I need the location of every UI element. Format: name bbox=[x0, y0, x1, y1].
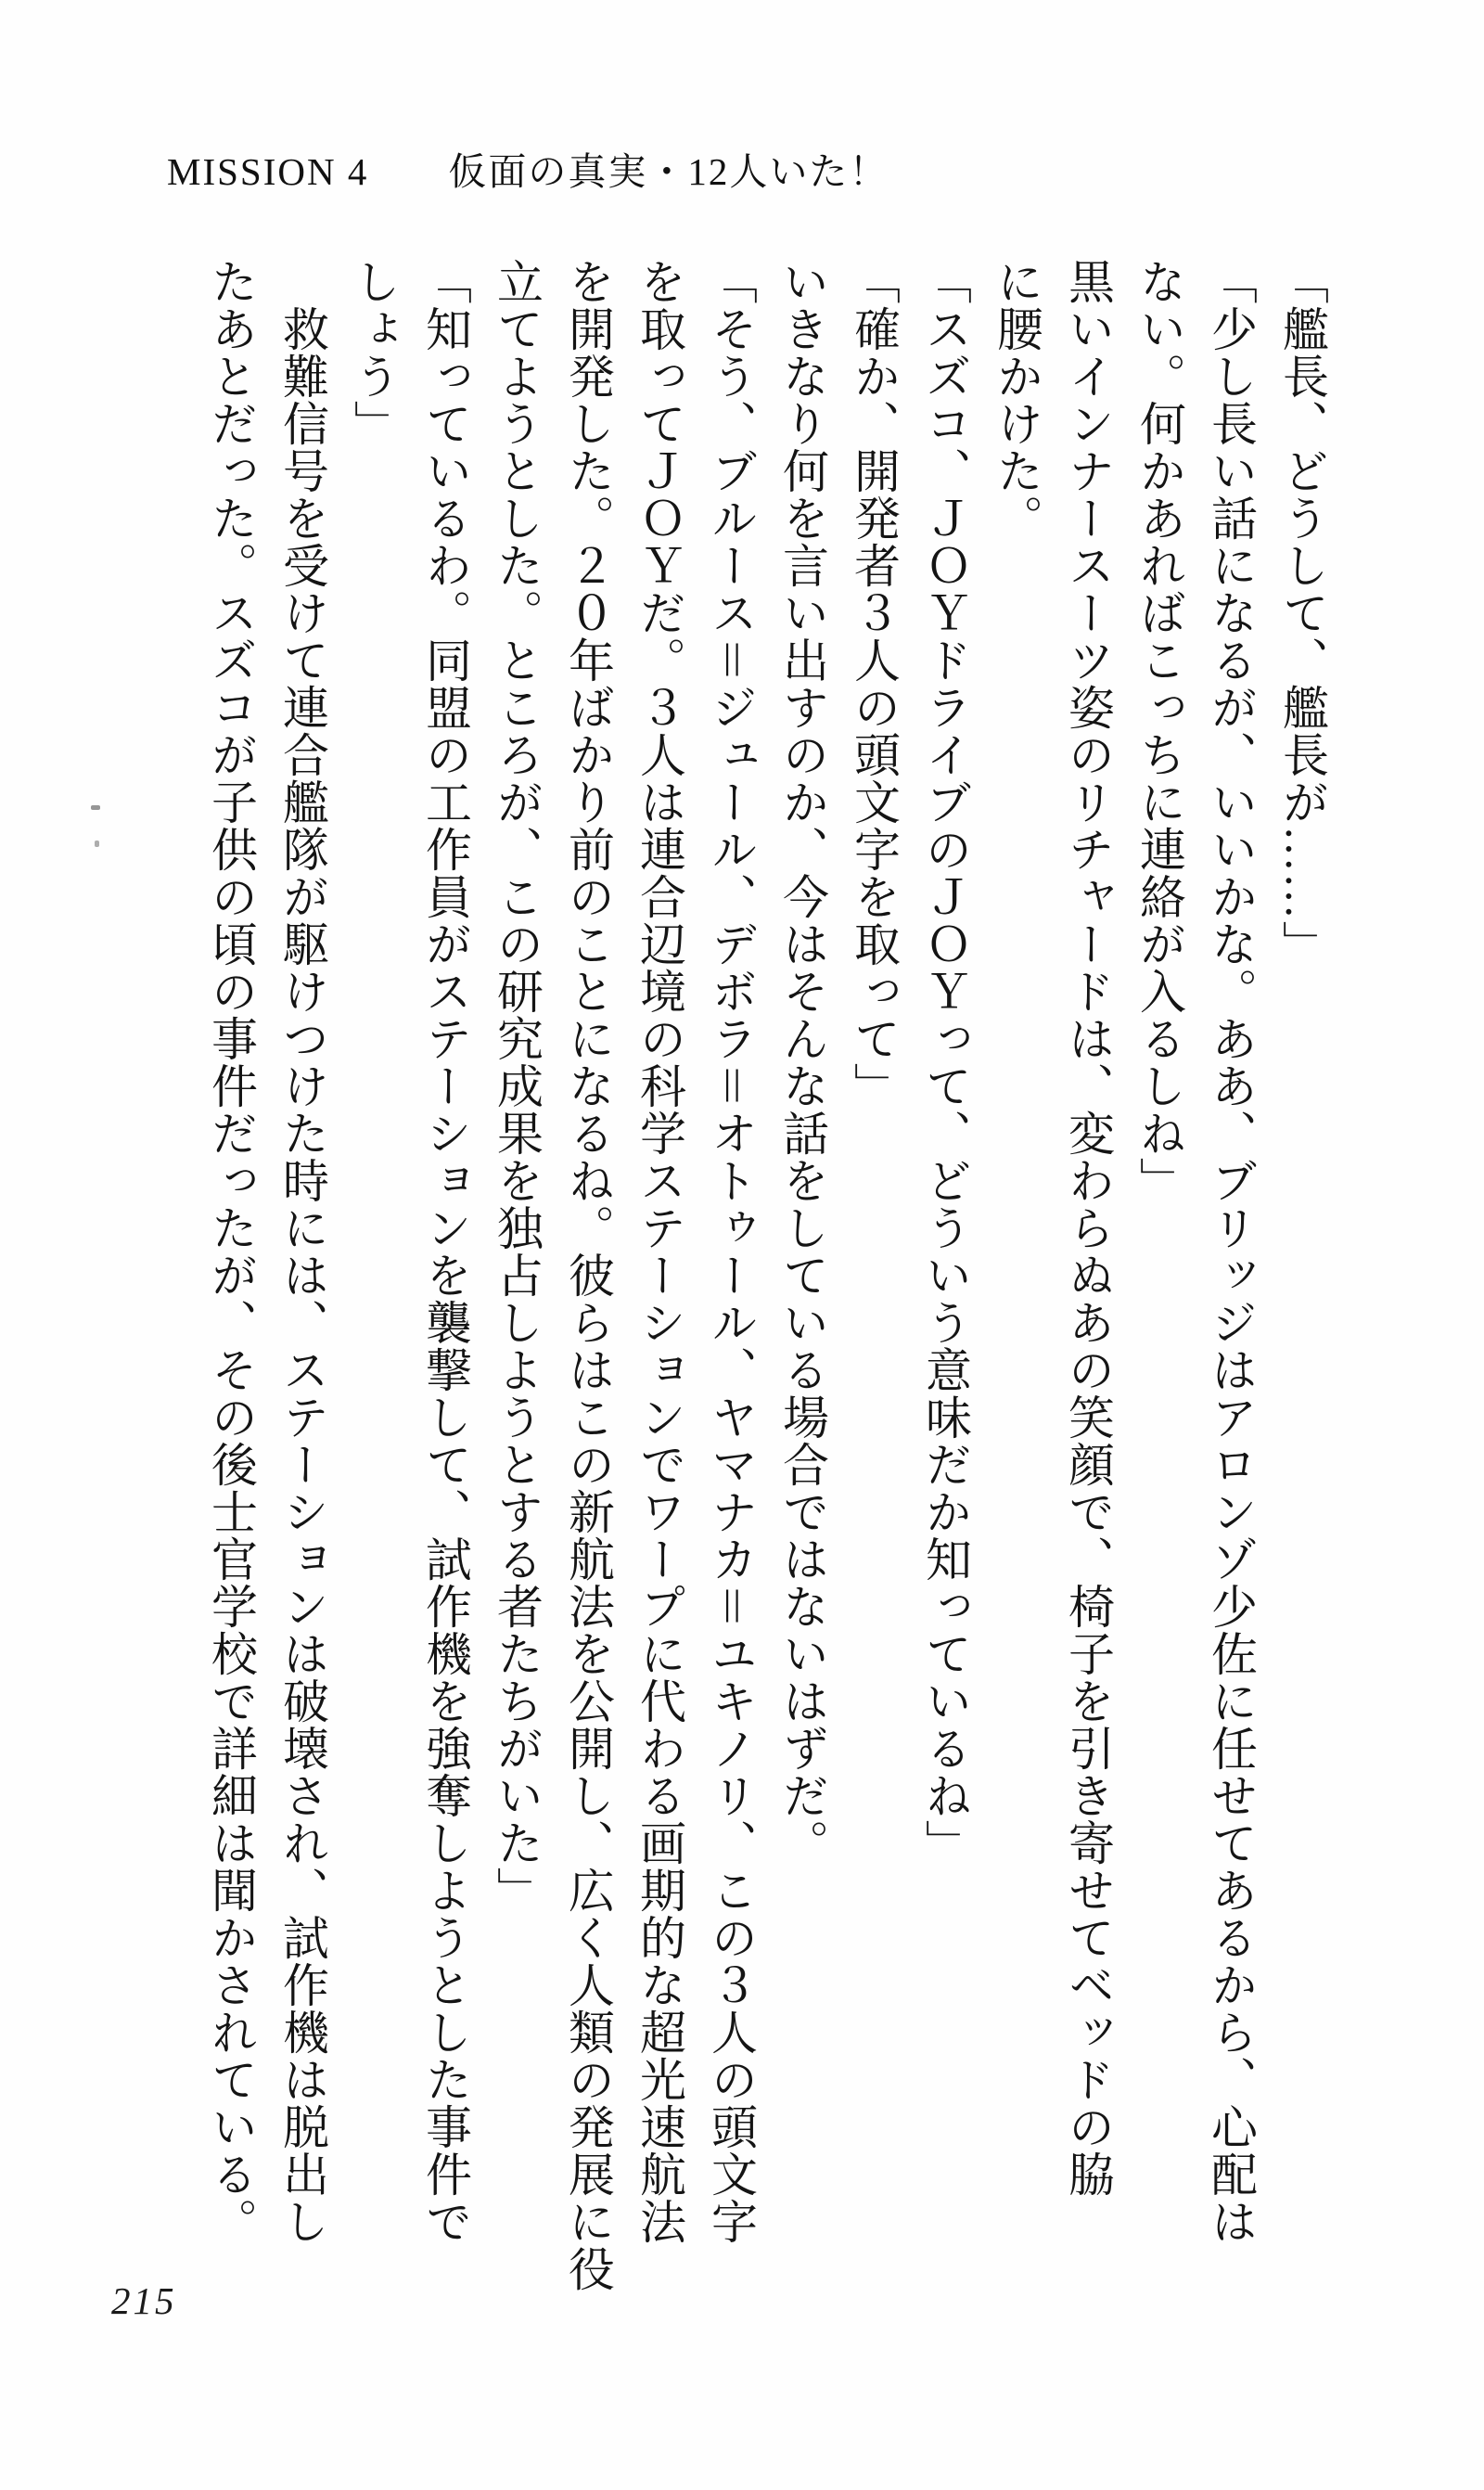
text-column-11: を開発した。２０年ばかり前のことになるね。彼らはこの新航法を公開し、広く人類の発展に役 bbox=[562, 258, 614, 2292]
text-column-07: 「確か、開発者３人の頭文字を取って」 bbox=[848, 258, 900, 1110]
page-number: 215 bbox=[111, 2279, 177, 2322]
text-column-03: ない。何かあればこっちに連絡が入るしね」 bbox=[1133, 258, 1185, 1204]
text-column-04: 黒いインナースーツ姿のリチャードは、変わらぬあの笑顔で、椅子を引き寄せてベッドの脇 bbox=[1062, 258, 1114, 2198]
text-column-09: 「そう、ブルース＝ジュール、デボラ＝オトゥール、ヤマナカ＝ユキノリ、この３人の頭文字 bbox=[705, 258, 757, 2245]
text-column-05: に腰かけた。 bbox=[991, 258, 1043, 542]
chapter-running-header: MISSION 4 仮面の真実・12人いた！ bbox=[167, 150, 889, 193]
text-column-02: 「少し長い話になるが、いいかな。ああ、ブリッジはアロンゾ少佐に任せてあるから、心配は bbox=[1205, 258, 1257, 2245]
text-column-14: しょう」 bbox=[348, 258, 400, 447]
text-column-13: 「知っているわ。同盟の工作員がステーションを襲撃して、試作機を強奪しようとした事件で bbox=[419, 258, 471, 2245]
text-column-15: 救難信号を受けて連合艦隊が駆けつけた時には、ステーションは破壊され、試作機は脱出し bbox=[276, 258, 328, 2245]
text-column-01: 「艦長、どうして、艦長が……」 bbox=[1276, 258, 1328, 968]
text-column-08: いきなり何を言い出すのか、今はそんな話をしている場合ではないはずだ。 bbox=[776, 258, 828, 1867]
scan-artifact bbox=[95, 841, 99, 847]
scan-artifact bbox=[91, 805, 100, 810]
text-column-06: 「スズコ、ＪＯＹドライブのＪＯＹって、どういう意味だか知っているね」 bbox=[919, 258, 971, 1867]
text-column-16: たあとだった。スズコが子供の頃の事件だったが、その後士官学校で詳細は聞かされている。 bbox=[205, 258, 257, 2245]
text-column-10: を取ってＪＯＹだ。３人は連合辺境の科学ステーションでワープに代わる画期的な超光速航法 bbox=[633, 258, 685, 2245]
body-text bbox=[195, 258, 1337, 2331]
text-column-12: 立てようとした。ところが、この研究成果を独占しようとする者たちがいた」 bbox=[491, 258, 543, 1914]
